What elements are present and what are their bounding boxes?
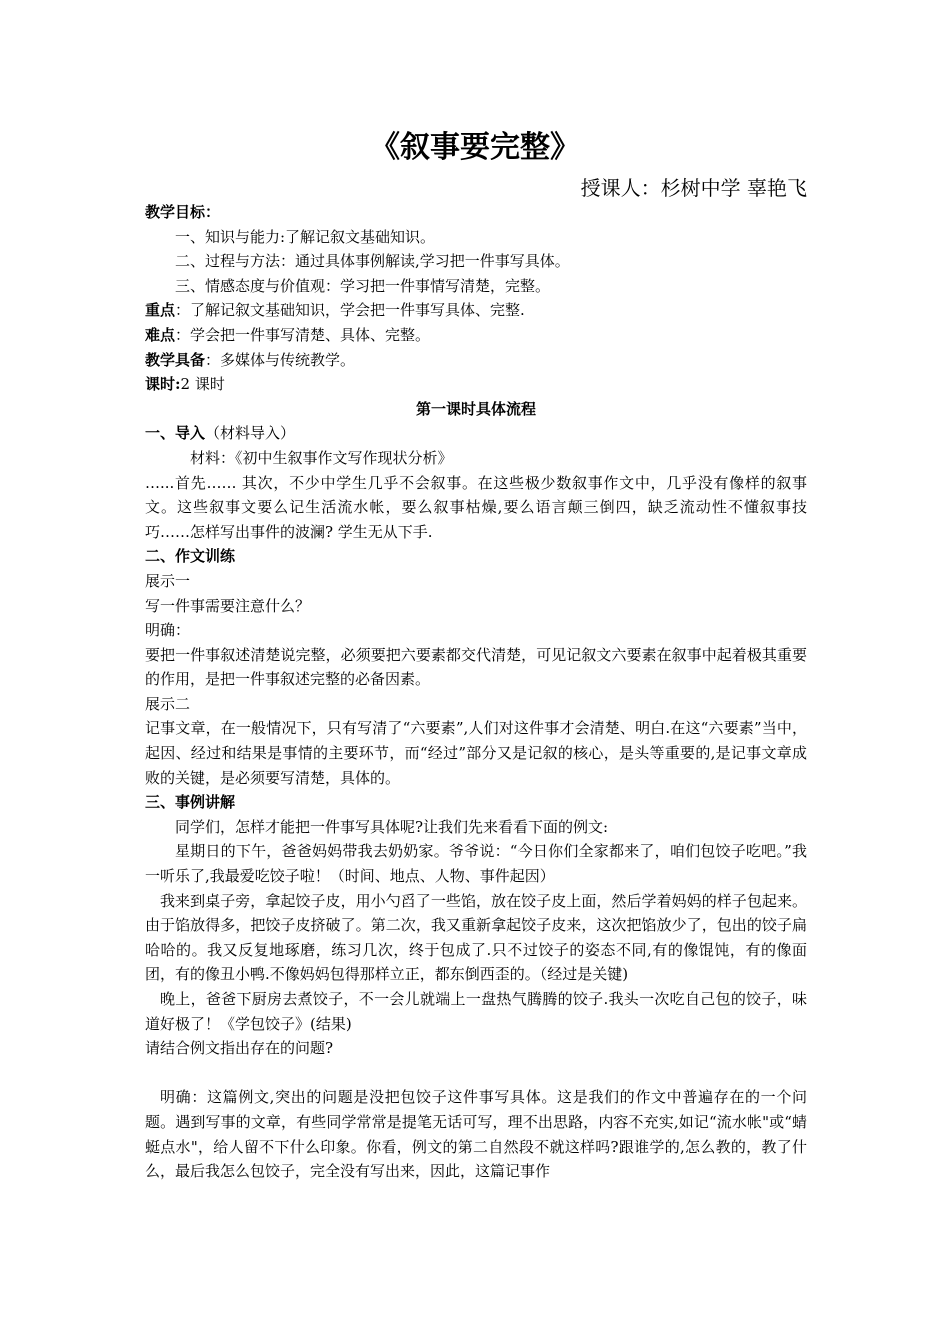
key-point-label: 重点 (145, 301, 176, 320)
goal-item: 一、知识与能力:了解记叙文基础知识。 (175, 227, 436, 246)
preparation-text: ：多媒体与传统教学。 (205, 350, 356, 369)
preparation-label: 教学具备 (145, 350, 206, 369)
hours-label: 课时: (145, 375, 181, 394)
answer-paragraph: 要把一件事叙述清楚说完整，必须要把六要素都交代清楚，可见记叙文六要素在叙事中起着极其重要的作用，是把一件事叙述完整的必备因素。 (145, 645, 807, 689)
question-line: 写一件事需要注意什么？ (145, 596, 311, 615)
section2-heading: 二、作文训练 (145, 547, 236, 566)
section1-heading: 一、导入 (145, 424, 206, 443)
show1-label: 展示一 (145, 571, 191, 590)
goal-item: 二、过程与方法：通过具体事例解读,学习把一件事写具体。 (175, 252, 570, 271)
difficulty-text: ：学会把一件事写清楚、具体、完整。 (175, 325, 431, 344)
clarify-paragraph: 明确：这篇例文,突出的问题是没把包饺子这件事写具体。这是我们的作文中普遍存在的一个问题。遇到写事的文章，有些同学常常是提笔无话可写，理不出思路，内容不充实,如记“流水帐"或“蜻蜓点水"，给人留不下什么印象。你看，例文的第二自然段不就这样吗?跟谁学的,怎么教的，教了什么，最后我怎么包饺子，完全没有写出来，因此，这篇记事作 (145, 1088, 807, 1181)
section1-heading-note: （材料导入） (205, 424, 296, 443)
section-title: 第一课时具体流程 (415, 399, 536, 418)
difficulty-label: 难点 (145, 325, 176, 344)
show2-label: 展示二 (145, 694, 191, 713)
author-line: 授课人：杉树中学 辜艳飞 (580, 176, 807, 200)
difficulty-line (145, 323, 807, 348)
blank-line (145, 1061, 807, 1086)
hours-text: 2 课时 (180, 375, 225, 394)
example-intro: 同学们，怎样才能把一件事写具体呢?让我们先来看看下面的例文: (175, 817, 609, 836)
material-text: …...首先…… 其次，不少中学生几乎不会叙事。在这些极少数叙事作文中，几乎没有像样的叙事文。这些叙事文要么记生活流水帐，要么叙事枯燥,要么语言颠三倒四，缺乏流动性不懂叙事技巧……怎样写出事件的波澜? 学生无从下手. (145, 473, 807, 541)
example-paragraph-3: 晚上，爸爸下厨房去煮饺子，不一会儿就端上一盘热气腾腾的饺子.我头一次吃自己包的饺子，味道好极了！《学包饺子》(结果) (145, 990, 807, 1033)
document-title: 《叙事要完整》 (370, 130, 580, 165)
section3-heading: 三、事例讲解 (145, 793, 236, 812)
key-point-line (145, 298, 807, 323)
example-question: 请结合例文指出存在的问题? (145, 1039, 334, 1058)
goal-item: 三、情感态度与价值观：学习把一件事情写清楚，完整。 (175, 276, 551, 295)
preparation-line (145, 348, 807, 373)
document-body (145, 200, 807, 1184)
show2-paragraph: 记事文章，在一般情况下，只有写清了“六要素”,人们对这件事才会清楚、明白.在这“六要素”当中，起因、经过和结果是事情的主要环节，而“经过”部分又是记叙的核心，是头等重要的,是记事文章成败的关键，是必须要写清楚，具体的。 (145, 719, 807, 787)
example-paragraph-2: 我来到桌子旁，拿起饺子皮，用小勺舀了一些馅，放在饺子皮上面，然后学着妈妈的样子包起来。由于馅放得多，把饺子皮挤破了。第二次，我又重新拿起饺子皮来，这次把馅放少了，包出的饺子扁哈哈的。我又反复地琢磨，练习几次，终于包成了.只不过饺子的姿态不同,有的像馄饨，有的像面团，有的像丑小鸭.不像妈妈包得那样立正，都东倒西歪的。（经过是关键) (145, 891, 807, 984)
key-point-text: ：了解记叙文基础知识，学会把一件事写具体、完整. (175, 301, 525, 320)
hours-line (145, 372, 807, 397)
section1-heading-line (145, 421, 807, 446)
goals-heading: 教学目标： (145, 203, 221, 221)
example-paragraph-1: 星期日的下午，爸爸妈妈带我去奶奶家。爷爷说：“今日你们全家都来了，咱们包饺子吃吧。”我一听乐了,我最爱吃饺子啦！（时间、地点、人物、事件起因） (145, 842, 807, 886)
material-line: 材料：《初中生叙事作文写作现状分析》 (190, 448, 453, 467)
clarify-label: 明确： (145, 621, 191, 640)
